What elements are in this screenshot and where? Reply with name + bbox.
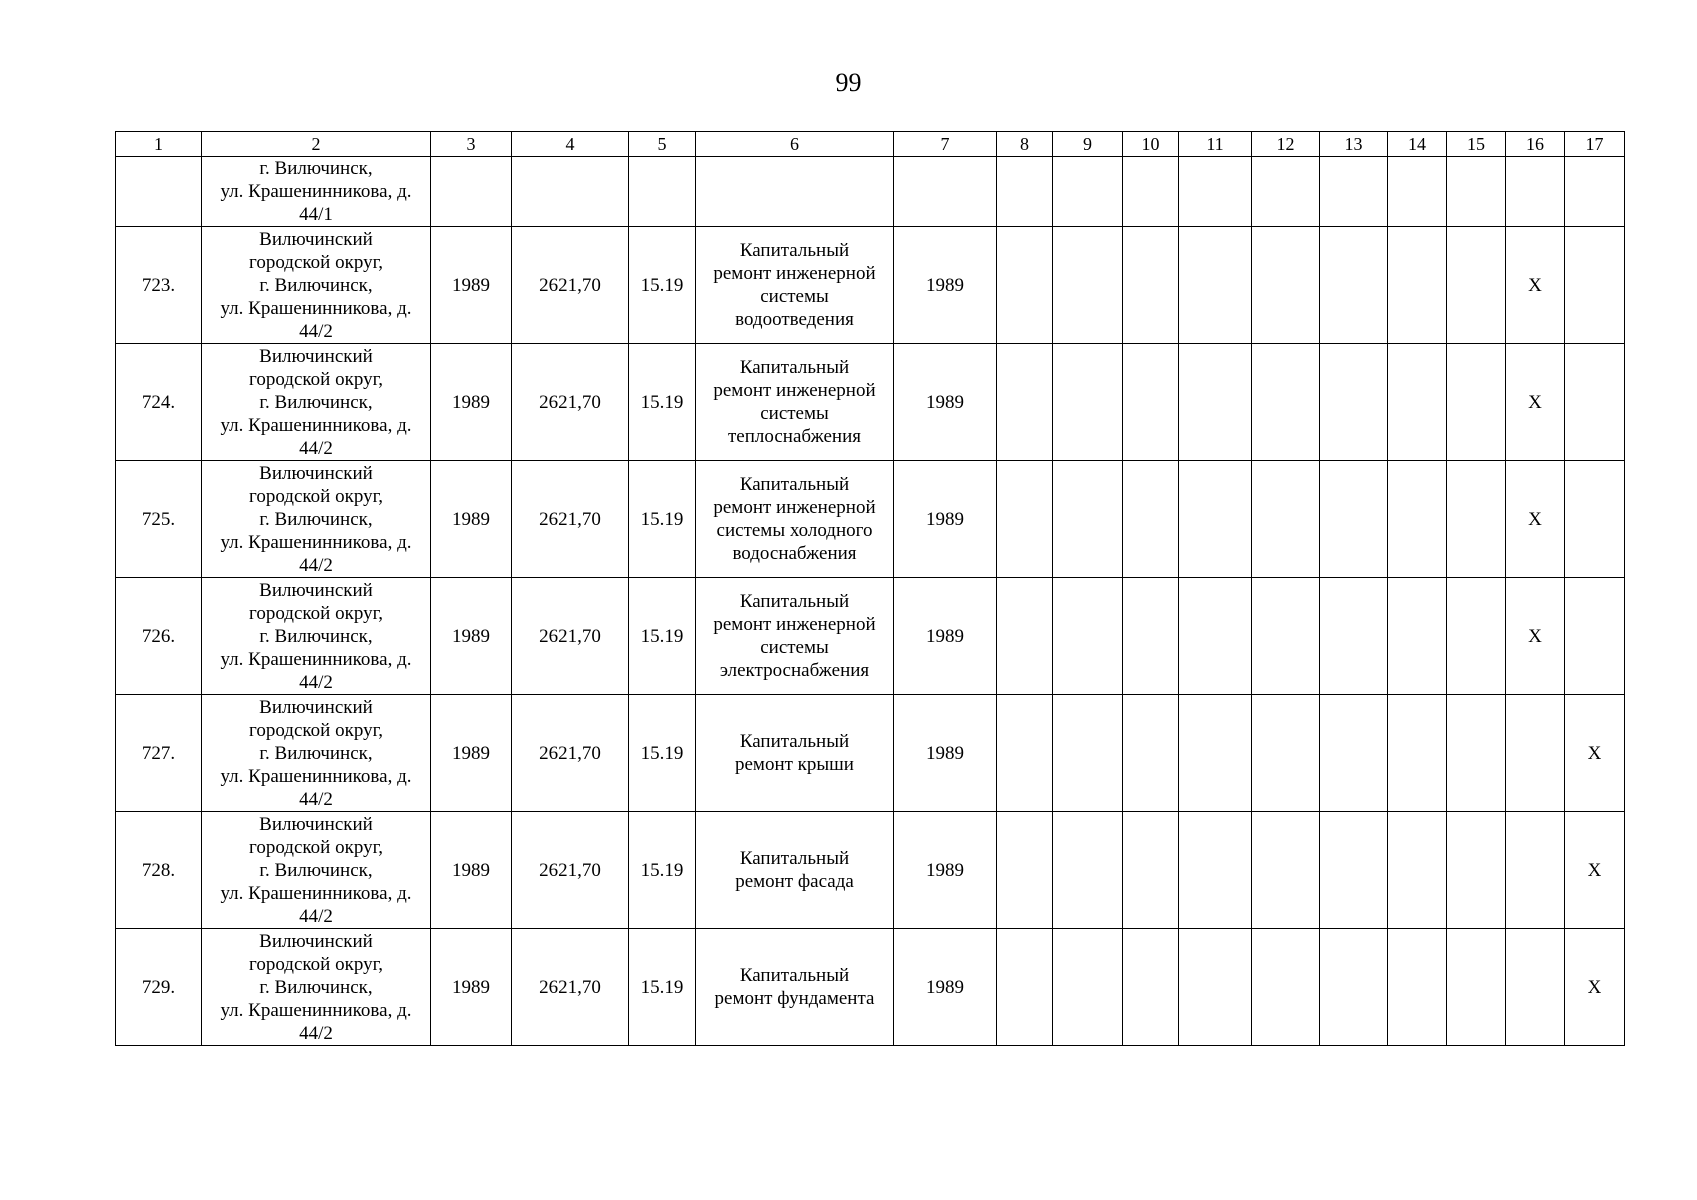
cell-empty [1179, 578, 1252, 695]
capital-repair-table [115, 131, 1625, 1046]
cell-rate: 15.19 [629, 227, 696, 344]
cell-year-built: 1989 [894, 227, 997, 344]
cell-empty [997, 157, 1053, 227]
column-number-header: 8 [997, 132, 1053, 157]
cell-area: 2621,70 [512, 812, 629, 929]
cell-empty [1320, 578, 1388, 695]
cell-empty [1252, 344, 1320, 461]
cell-mark-16: X [1506, 227, 1565, 344]
cell-work-type: Капитальный ремонт инженерной системы электроснабжения [696, 578, 894, 695]
cell-empty [1053, 695, 1123, 812]
cell-empty [1320, 695, 1388, 812]
cell-mark-17: X [1565, 695, 1625, 812]
cell-empty [1123, 695, 1179, 812]
cell-empty [1123, 812, 1179, 929]
cell-empty [1447, 695, 1506, 812]
cell-rate: 15.19 [629, 695, 696, 812]
cell-empty [1506, 157, 1565, 227]
table-row [116, 929, 1625, 1046]
cell-address: Вилючинский городской округ, г. Вилючинск, ул. Крашенинникова, д. 44/2 [202, 227, 431, 344]
cell-year: 1989 [431, 578, 512, 695]
cell-rate: 15.19 [629, 461, 696, 578]
cell-empty [1179, 157, 1252, 227]
cell-empty [1252, 578, 1320, 695]
cell-empty [1320, 227, 1388, 344]
cell-empty [1123, 157, 1179, 227]
cell-year-built: 1989 [894, 929, 997, 1046]
cell-mark-17: X [1565, 812, 1625, 929]
column-number-header: 4 [512, 132, 629, 157]
cell-work-type: Капитальный ремонт фасада [696, 812, 894, 929]
column-number-header: 6 [696, 132, 894, 157]
cell-year-built: 1989 [894, 344, 997, 461]
cell-mark-17 [1565, 461, 1625, 578]
cell-empty [1123, 929, 1179, 1046]
cell-empty [1179, 812, 1252, 929]
cell-empty [696, 157, 894, 227]
column-number-header-row [116, 132, 1625, 157]
cell-rate: 15.19 [629, 578, 696, 695]
cell-mark-17 [1565, 344, 1625, 461]
cell-empty [997, 461, 1053, 578]
cell-empty [1053, 929, 1123, 1046]
cell-mark-17: X [1565, 929, 1625, 1046]
cell-empty [1320, 157, 1388, 227]
cell-empty [1053, 157, 1123, 227]
column-number-header: 12 [1252, 132, 1320, 157]
cell-empty [1179, 344, 1252, 461]
cell-empty [1053, 578, 1123, 695]
cell-year-built: 1989 [894, 578, 997, 695]
cell-year: 1989 [431, 461, 512, 578]
cell-empty [1388, 344, 1447, 461]
cell-empty [1252, 157, 1320, 227]
cell-empty [1447, 344, 1506, 461]
cell-address: Вилючинский городской округ, г. Вилючинск, ул. Крашенинникова, д. 44/2 [202, 812, 431, 929]
column-number-header: 2 [202, 132, 431, 157]
cell-year-built: 1989 [894, 812, 997, 929]
cell-empty [1123, 461, 1179, 578]
cell-empty [997, 344, 1053, 461]
cell-empty [629, 157, 696, 227]
cell-number: 727. [116, 695, 202, 812]
cell-work-type: Капитальный ремонт инженерной системы холодного водоснабжения [696, 461, 894, 578]
cell-year-built: 1989 [894, 461, 997, 578]
cell-empty [997, 929, 1053, 1046]
cell-number: 728. [116, 812, 202, 929]
cell-year-built: 1989 [894, 695, 997, 812]
cell-empty [1053, 227, 1123, 344]
cell-area: 2621,70 [512, 578, 629, 695]
cell-address: Вилючинский городской округ, г. Вилючинск, ул. Крашенинникова, д. 44/2 [202, 578, 431, 695]
cell-area: 2621,70 [512, 461, 629, 578]
cell-number: 729. [116, 929, 202, 1046]
cell-year: 1989 [431, 695, 512, 812]
table-row [116, 578, 1625, 695]
cell-rate: 15.19 [629, 344, 696, 461]
cell-empty [1320, 812, 1388, 929]
cell-work-type: Капитальный ремонт крыши [696, 695, 894, 812]
cell-address: Вилючинский городской округ, г. Вилючинск, ул. Крашенинникова, д. 44/2 [202, 695, 431, 812]
cell-empty [1320, 929, 1388, 1046]
cell-address: Вилючинский городской округ, г. Вилючинск, ул. Крашенинникова, д. 44/2 [202, 929, 431, 1046]
cell-rate: 15.19 [629, 929, 696, 1046]
cell-empty [1123, 344, 1179, 461]
cell-work-type: Капитальный ремонт инженерной системы теплоснабжения [696, 344, 894, 461]
cell-rate: 15.19 [629, 812, 696, 929]
table-row [116, 344, 1625, 461]
cell-mark-16: X [1506, 344, 1565, 461]
cell-empty [997, 695, 1053, 812]
cell-empty [1179, 461, 1252, 578]
column-number-header: 9 [1053, 132, 1123, 157]
cell-address: Вилючинский городской округ, г. Вилючинск, ул. Крашенинникова, д. 44/2 [202, 461, 431, 578]
cell-empty [1252, 227, 1320, 344]
column-number-header: 5 [629, 132, 696, 157]
cell-mark-16 [1506, 695, 1565, 812]
cell-empty [1388, 695, 1447, 812]
cell-empty [1388, 578, 1447, 695]
cell-empty [1123, 578, 1179, 695]
cell-empty [1179, 227, 1252, 344]
table-row [116, 812, 1625, 929]
cell-area: 2621,70 [512, 929, 629, 1046]
cell-empty [1447, 812, 1506, 929]
table-body [116, 132, 1625, 1046]
cell-empty [1179, 695, 1252, 812]
table-row [116, 461, 1625, 578]
cell-empty [1123, 227, 1179, 344]
cell-work-type: Капитальный ремонт фундамента [696, 929, 894, 1046]
column-number-header: 15 [1447, 132, 1506, 157]
cell-number: 726. [116, 578, 202, 695]
cell-empty [1565, 157, 1625, 227]
cell-empty [997, 227, 1053, 344]
cell-year: 1989 [431, 344, 512, 461]
cell-empty [1447, 157, 1506, 227]
cell-address: г. Вилючинск, ул. Крашенинникова, д. 44/1 [202, 157, 431, 227]
cell-empty [894, 157, 997, 227]
column-number-header: 13 [1320, 132, 1388, 157]
cell-year: 1989 [431, 812, 512, 929]
cell-number [116, 157, 202, 227]
cell-empty [1252, 812, 1320, 929]
table-row [116, 695, 1625, 812]
cell-area: 2621,70 [512, 227, 629, 344]
cell-number: 725. [116, 461, 202, 578]
cell-empty [1388, 812, 1447, 929]
cell-empty [1252, 461, 1320, 578]
column-number-header: 10 [1123, 132, 1179, 157]
cell-empty [1447, 929, 1506, 1046]
cell-empty [1447, 227, 1506, 344]
cell-empty [1179, 929, 1252, 1046]
cell-empty [1320, 344, 1388, 461]
cell-mark-16 [1506, 812, 1565, 929]
cell-mark-17 [1565, 578, 1625, 695]
cell-mark-16 [1506, 929, 1565, 1046]
cell-empty [1388, 227, 1447, 344]
column-number-header: 16 [1506, 132, 1565, 157]
cell-empty [512, 157, 629, 227]
column-number-header: 11 [1179, 132, 1252, 157]
cell-empty [1447, 461, 1506, 578]
cell-address: Вилючинский городской округ, г. Вилючинск, ул. Крашенинникова, д. 44/2 [202, 344, 431, 461]
cell-mark-17 [1565, 227, 1625, 344]
cell-year: 1989 [431, 227, 512, 344]
cell-empty [1053, 812, 1123, 929]
cell-area: 2621,70 [512, 344, 629, 461]
cell-area: 2621,70 [512, 695, 629, 812]
column-number-header: 14 [1388, 132, 1447, 157]
cell-empty [1447, 578, 1506, 695]
cell-empty [997, 578, 1053, 695]
cell-empty [1388, 157, 1447, 227]
cell-number: 723. [116, 227, 202, 344]
column-number-header: 3 [431, 132, 512, 157]
cell-empty [1320, 461, 1388, 578]
table-row [116, 227, 1625, 344]
continuation-row [116, 157, 1625, 227]
cell-empty [1252, 695, 1320, 812]
cell-empty [1388, 929, 1447, 1046]
column-number-header: 1 [116, 132, 202, 157]
cell-empty [1053, 344, 1123, 461]
cell-empty [1053, 461, 1123, 578]
cell-work-type: Капитальный ремонт инженерной системы водоотведения [696, 227, 894, 344]
column-number-header: 17 [1565, 132, 1625, 157]
cell-empty [997, 812, 1053, 929]
cell-number: 724. [116, 344, 202, 461]
page-number: 99 [835, 68, 862, 97]
cell-empty [1252, 929, 1320, 1046]
column-number-header: 7 [894, 132, 997, 157]
cell-year: 1989 [431, 929, 512, 1046]
cell-mark-16: X [1506, 578, 1565, 695]
cell-empty [1388, 461, 1447, 578]
cell-mark-16: X [1506, 461, 1565, 578]
cell-empty [431, 157, 512, 227]
